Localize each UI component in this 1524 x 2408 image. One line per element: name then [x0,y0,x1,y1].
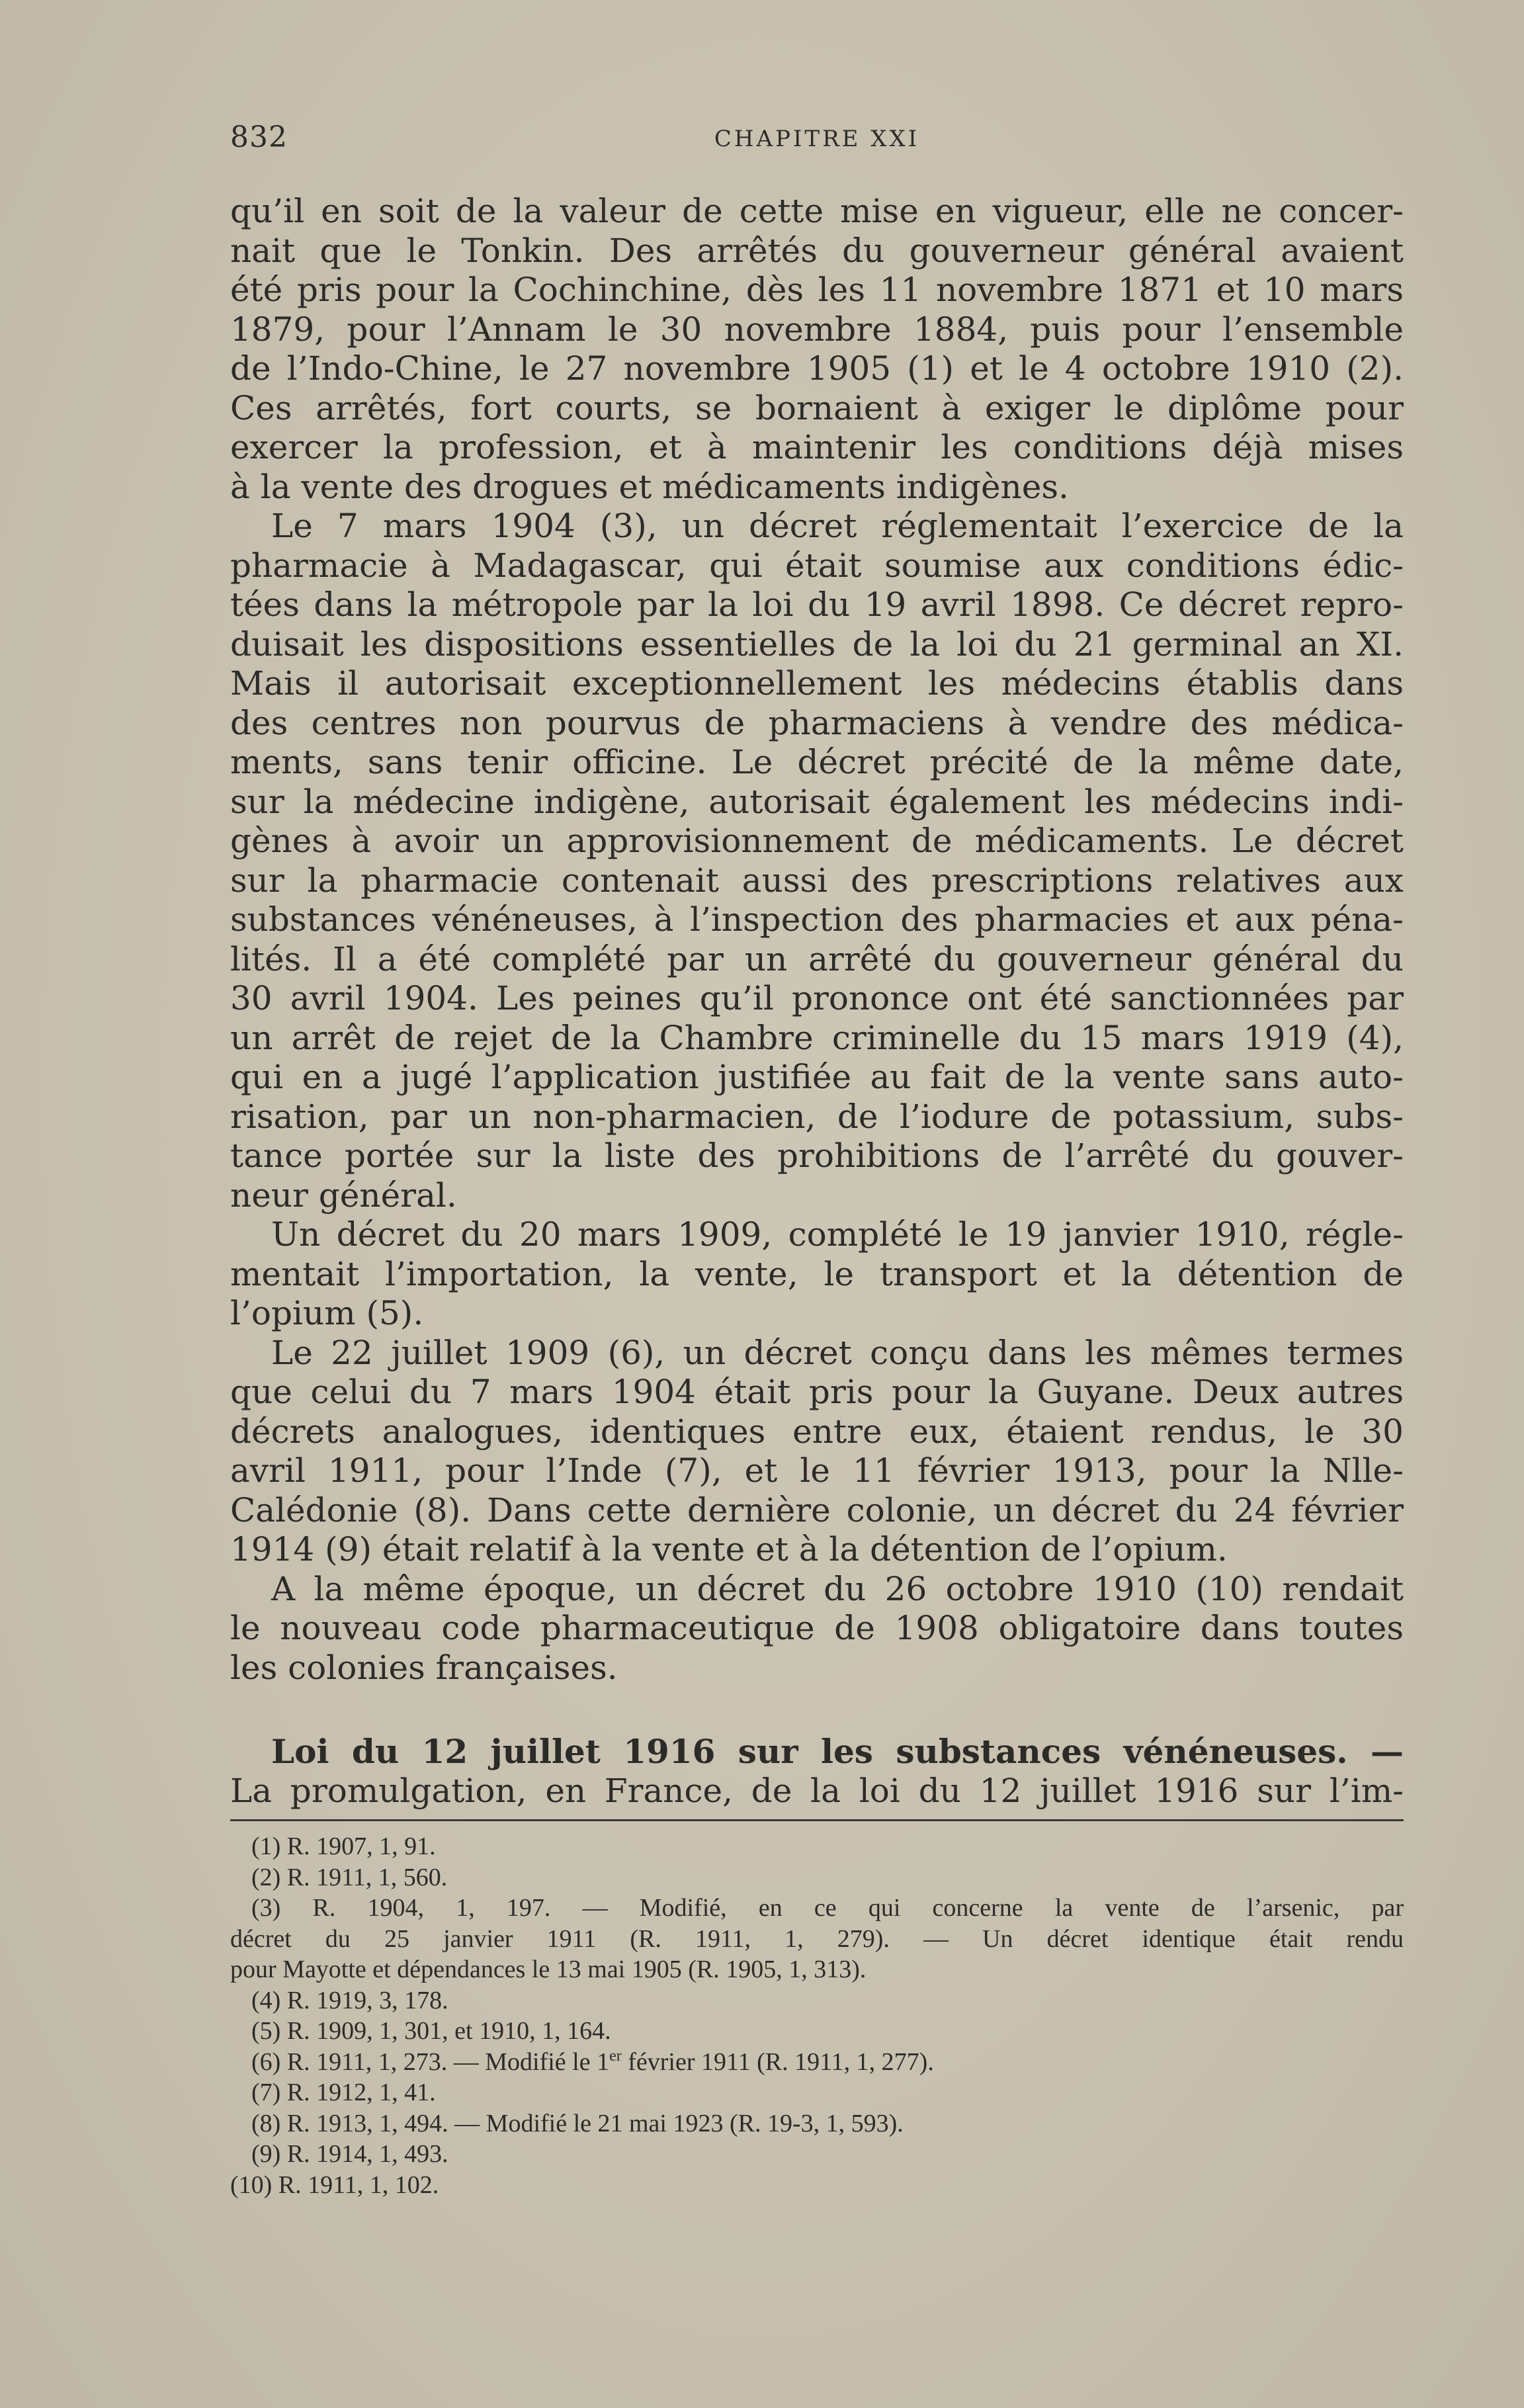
text-line: de l’Indo-Chine, le 27 novembre 1905 (1) et le 4 octobre 1910 (2). [230,349,1404,388]
footnote: (1) R. 1907, 1, 91. [251,1832,436,1860]
text-line: ments, sans tenir officine. Le décret précité de la même date, [230,743,1404,781]
text-line: duisait les dispositions essentielles de la loi du 21 germinal an XI. [230,624,1404,664]
page-header [230,120,1404,160]
text-line: Calédonie (8). Dans cette dernière colonie, un décret du 24 février [230,1490,1404,1529]
footnote: (10) R. 1911, 1, 102. [230,2171,439,2199]
footnote: (8) R. 1913, 1, 494. — Modifié le 21 mai 1923 (R. 19-3, 1, 593). [251,2109,904,2137]
text-line: mentait l’importation, la vente, le transport et la détention de [230,1254,1404,1293]
body-text [230,192,1404,1811]
text-line: avril 1911, pour l’Inde (7), et le 11 février 1913, pour la Nlle- [230,1451,1404,1490]
text-line: exercer la profession, et à maintenir les conditions déjà mises [230,428,1404,466]
text-line: Mais il autorisait exceptionnellement les médecins établis dans [230,664,1404,703]
text-line: pharmacie à Madagascar, qui était soumise aux conditions édic- [230,546,1404,585]
footnote: (5) R. 1909, 1, 301, et 1910, 1, 164. [251,2017,611,2045]
footnote-continuation: décret du 25 janvier 1911 (R. 1911, 1, 279). — Un décret identique était rendu [230,1924,1404,1953]
text-line: sur la médecine indigène, autorisait également les médecins indi- [230,782,1404,821]
footnote [230,2047,1404,2078]
page-number: 832 [230,120,288,154]
text-line: été pris pour la Cochinchine, dès les 11 novembre 1871 et 10 mars [230,271,1404,309]
text-line: qui en a jugé l’application justifiée au fait de la vente sans auto- [230,1058,1404,1096]
text-line: risation, par un non-pharmacien, de l’iodure de potassium, subs- [230,1097,1404,1136]
text-line: 1914 (9) était relatif à la vente et à la détention de l’opium. [230,1530,1228,1569]
text-line: qu’il en soit de la valeur de cette mise en vigueur, elle ne concer- [230,192,1404,230]
text-line: un arrêt de rejet de la Chambre criminelle du 15 mars 1919 (4), [230,1018,1404,1057]
text-line: à la vente des drogues et médicaments indigènes. [230,467,1069,506]
text-line: le nouveau code pharmaceutique de 1908 obligatoire dans toutes [230,1609,1404,1647]
text-line: nait que le Tonkin. Des arrêtés du gouverneur général avaient [230,231,1404,270]
footnote: (2) R. 1911, 1, 560. [251,1863,448,1891]
section-heading: Loi du 12 juillet 1916 sur les substances vénéneuses. — [271,1732,1404,1771]
text-line: La promulgation, en France, de la loi du 12 juillet 1916 sur l’im- [230,1771,1404,1810]
text-line: tées dans la métropole par la loi du 19 avril 1898. Ce décret repro- [230,585,1404,624]
text-line: décrets analogues, identiques entre eux, étaient rendus, le 30 [230,1412,1404,1451]
text-line: Un décret du 20 mars 1909, complété le 19 janvier 1910, régle- [271,1215,1404,1254]
footnote-continuation: pour Mayotte et dépendances le 13 mai 1905 (R. 1905, 1, 313). [230,1956,867,1983]
text-line: Ces arrêtés, fort courts, se bornaient à exiger le diplôme pour [230,388,1404,427]
text-line: gènes à avoir un approvisionnement de médicaments. Le décret [230,822,1404,860]
superscript: er [609,2047,622,2065]
text-line: Le 7 mars 1904 (3), un décret réglementait l’exercice de la [271,507,1404,545]
text-line: neur général. [230,1176,457,1215]
text-line: des centres non pourvus de pharmaciens à vendre des médica- [230,703,1404,742]
footnote: (9) R. 1914, 1, 493. [251,2140,448,2168]
footnote: (4) R. 1919, 3, 178. [251,1986,448,2014]
text-line: substances vénéneuses, à l’inspection des pharmacies et aux péna- [230,900,1404,939]
text-line: sur la pharmacie contenait aussi des prescriptions relatives aux [230,861,1404,900]
text-line: tance portée sur la liste des prohibitions de l’arrêté du gouver- [230,1137,1404,1175]
footnote: (3) R. 1904, 1, 197. — Modifié, en ce qui concerne la vente de l’arsenic, par [251,1894,1404,1922]
text-line: Le 22 juillet 1909 (6), un décret conçu dans les mêmes termes [271,1333,1404,1372]
running-head: CHAPITRE XXI [714,126,920,152]
text-line: que celui du 7 mars 1904 était pris pour la Guyane. Deux autres [230,1373,1404,1411]
text-line: A la même époque, un décret du 26 octobre 1910 (10) rendait [271,1569,1404,1608]
text-line: 30 avril 1904. Les peines qu’il prononce ont été sanctionnées par [230,979,1404,1017]
footnote-text: (6) R. 1911, 1, 273. — Modifié le 1 [251,2047,610,2076]
footnote-text: février 1911 (R. 1911, 1, 277). [621,2047,934,2076]
text-line: lités. Il a été complété par un arrêté du gouverneur général du [230,939,1404,978]
section-gap [230,1688,1404,1732]
text-line: l’opium (5). [230,1294,424,1332]
text-line: 1879, pour l’Annam le 30 novembre 1884, puis pour l’ensemble [230,310,1404,349]
text-line: les colonies françaises. [230,1648,618,1687]
footnotes [230,1831,1404,2200]
footnote: (7) R. 1912, 1, 41. [251,2079,436,2106]
footnote-rule [230,1819,1404,1821]
